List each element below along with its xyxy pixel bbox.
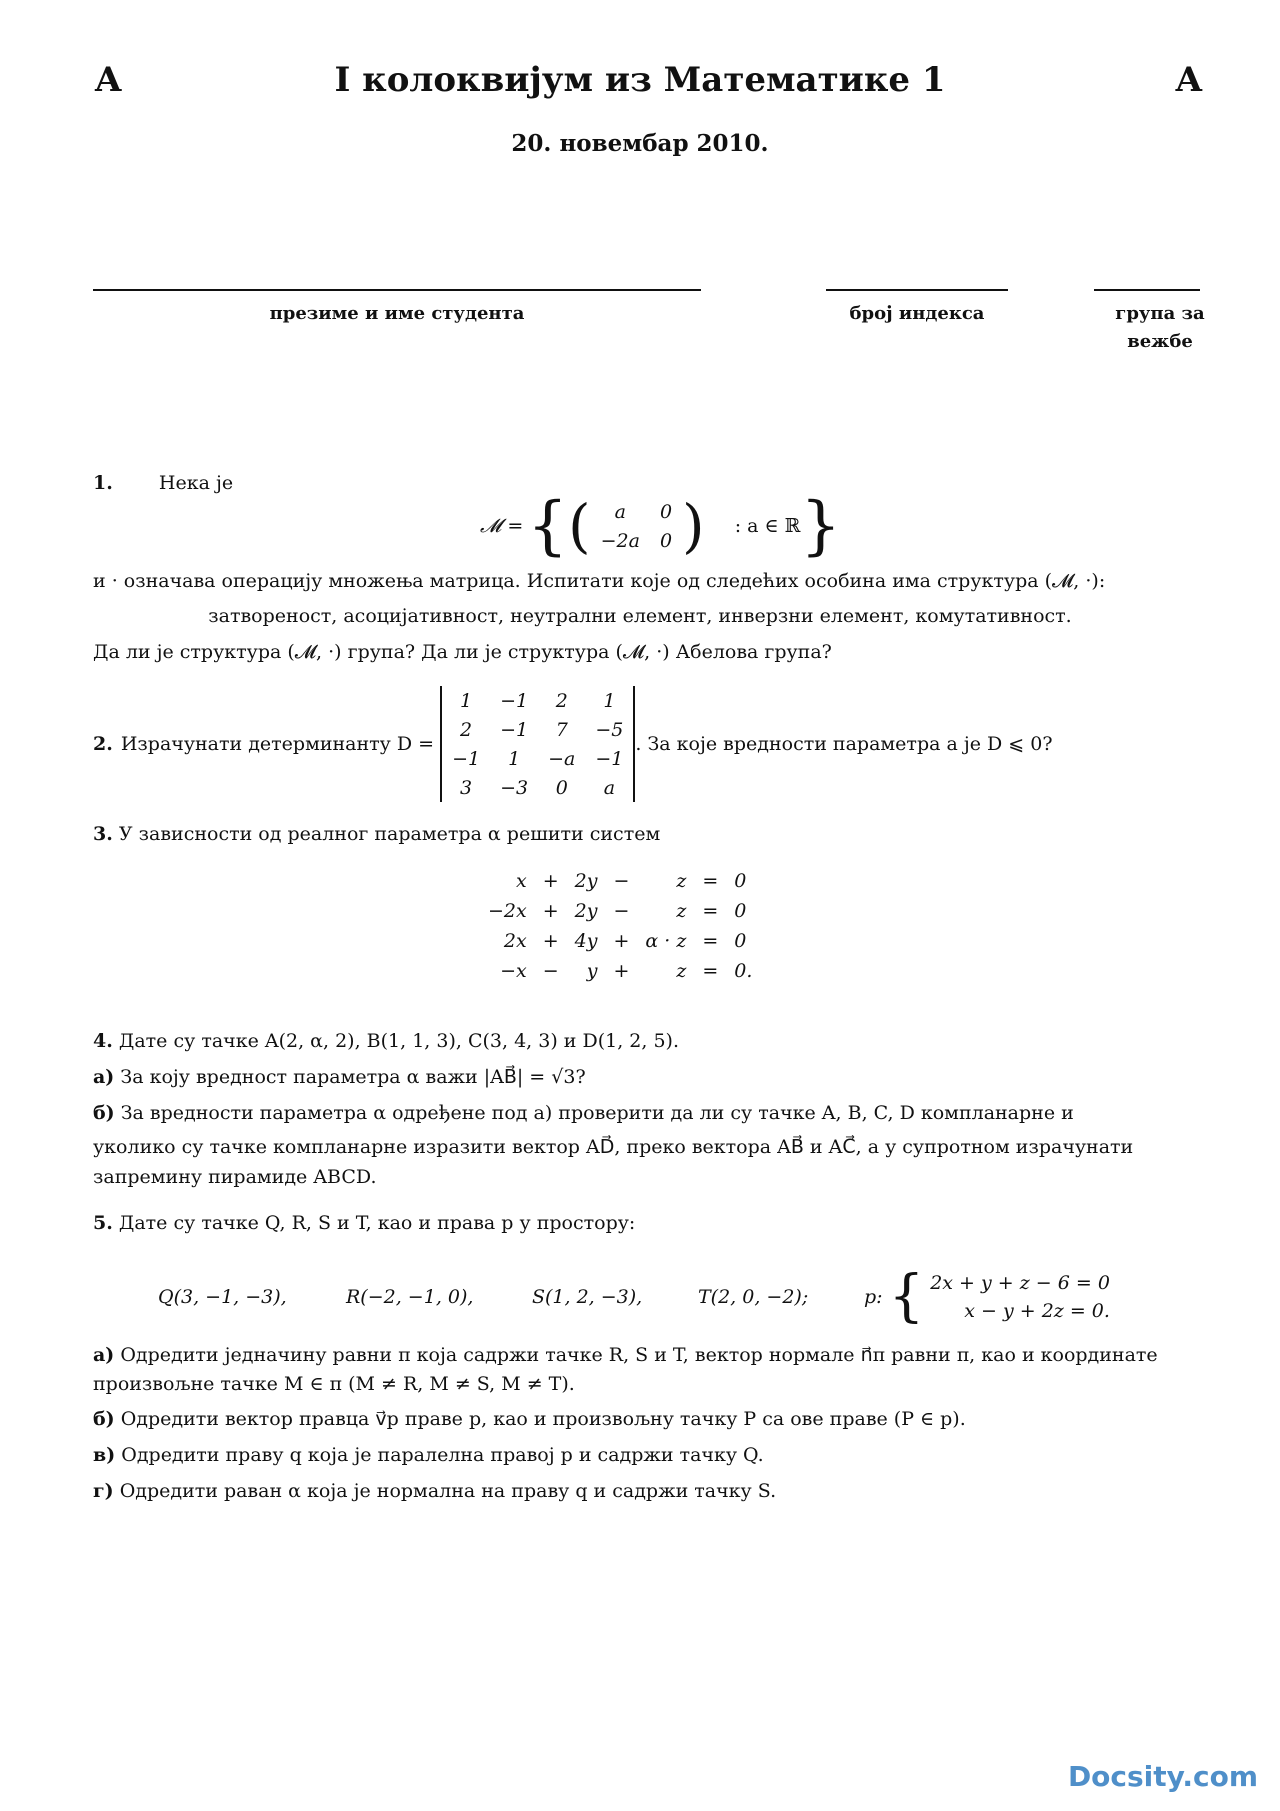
system-row: [480, 926, 760, 956]
sys-cell: y: [586, 960, 598, 982]
group-line[interactable]: [1094, 289, 1200, 291]
det-cell: 3: [460, 776, 473, 799]
det-cell: −5: [595, 718, 624, 741]
sys-cell: z: [676, 960, 687, 982]
problem-4b-line1: За вредности параметра α одређене под а) проверити да ли су тачке A, B, C, D компланарне и: [120, 1102, 1074, 1124]
sys-cell: 0: [734, 870, 747, 892]
sys-cell: −: [613, 870, 630, 892]
problem-5-data: [158, 1262, 1110, 1332]
problem-number: 1.: [93, 472, 113, 494]
problem-5-text: Дате су тачке Q, R, S и T, као и права p у простору:: [118, 1212, 636, 1234]
sys-cell: z: [676, 900, 687, 922]
system-row: [480, 956, 760, 986]
sys-cell: 2x: [503, 930, 527, 952]
problem-1-properties: затвореност, асоцијативност, неутрални елемент, инверзни елемент, комутативност.: [208, 605, 1072, 627]
problem-5d-text: Одредити раван α која је нормална на праву q и садржи тачку S.: [119, 1480, 777, 1502]
sys-cell: =: [702, 900, 719, 922]
det-cell: −a: [548, 747, 576, 770]
problem-2-prefix: Израчунати детерминанту D =: [120, 733, 435, 755]
problem-5: [93, 1209, 635, 1237]
problem-5d: [93, 1477, 776, 1505]
problem-3-text: У зависности од реалног параметра α решити систем: [118, 823, 661, 845]
set-name: 𝓜 =: [480, 515, 524, 537]
point-t: T(2, 0, −2);: [698, 1286, 809, 1308]
det-cell: a: [603, 776, 616, 799]
problem-number: 2.: [93, 733, 113, 755]
det-cell: −1: [500, 718, 529, 741]
sys-cell: +: [542, 930, 559, 952]
det-cell: 2: [555, 689, 568, 712]
sys-cell: 2y: [574, 900, 598, 922]
name-label: презиме и име студента: [269, 303, 525, 324]
det-cell: 1: [603, 689, 616, 712]
group-label: [1080, 300, 1240, 356]
sys-cell: +: [542, 900, 559, 922]
sys-cell: x: [516, 870, 527, 892]
matrix-cell: 0: [659, 500, 673, 523]
line-eq2: x − y + 2z = 0.: [964, 1300, 1110, 1322]
point-r: R(−2, −1, 0),: [346, 1286, 474, 1308]
sys-cell: 4y: [574, 930, 598, 952]
sys-cell: −x: [500, 960, 527, 982]
matrix-cell: 0: [659, 529, 673, 552]
subpart-label: а): [93, 1066, 115, 1088]
problem-4a: [93, 1063, 586, 1091]
sys-cell: +: [613, 960, 630, 982]
det-cell: 1: [508, 747, 521, 770]
problem-number: 3.: [93, 823, 113, 845]
det-cell: −1: [452, 747, 481, 770]
version-letter-right: A: [1175, 60, 1202, 100]
sys-cell: −2x: [488, 900, 527, 922]
problem-1-text2: Да ли је структура (𝓜, ·) група? Да ли је структура (𝓜, ·) Абелова група?: [93, 641, 832, 663]
sys-cell: α · z: [645, 930, 687, 952]
problem-4b-line2: уколико су тачке компланарне изразити вектор AD⃗, преко вектора AB⃗ и AC⃗, а у супротном израчунати: [93, 1136, 1134, 1158]
problem-5b-text: Одредити вектор правца v⃗p праве p, као и произвољну тачку P са ове праве (P ∈ p).: [120, 1408, 966, 1430]
subpart-label: б): [93, 1102, 115, 1124]
problem-4b: [93, 1099, 1074, 1127]
det-cell: 0: [555, 776, 568, 799]
det-cell: 2: [460, 718, 473, 741]
problem-number: 4.: [93, 1030, 113, 1052]
sys-cell: z: [676, 870, 687, 892]
det-cell: −3: [500, 776, 529, 799]
line-equations: [930, 1269, 1110, 1325]
index-label: број индекса: [849, 303, 985, 324]
problem-3: [93, 820, 660, 848]
problem-4b-line3: запремину пирамиде ABCD.: [93, 1166, 377, 1188]
problem-1-text1: и · означава операцију множења матрица. Испитати које од следећих особина има структура (𝓜, ·):: [93, 570, 1106, 592]
system-row: [480, 896, 760, 926]
problem-4a-text: За коју вредност параметра α важи |AB⃗| = √3?: [120, 1066, 586, 1088]
sys-cell: 2y: [574, 870, 598, 892]
problem-5c-text: Одредити праву q која је паралелна правој p и садржи тачку Q.: [121, 1444, 764, 1466]
subpart-label: б): [93, 1408, 115, 1430]
line-eq1: 2x + y + z − 6 = 0: [930, 1272, 1110, 1294]
problem-5c: [93, 1441, 764, 1469]
sys-cell: =: [702, 870, 719, 892]
problem-2: [93, 684, 1053, 804]
index-line[interactable]: [826, 289, 1008, 291]
problem-1-intro: Нека је: [158, 472, 234, 494]
sys-cell: +: [542, 870, 559, 892]
sys-cell: =: [702, 960, 719, 982]
determinant: [440, 686, 635, 802]
matrix-cell: −2a: [600, 529, 640, 552]
matrix-cell: a: [614, 500, 626, 523]
system-brace: {: [888, 1264, 925, 1329]
docsity-watermark[interactable]: Docsity.com: [1067, 1760, 1258, 1793]
problem-5a: [93, 1341, 1158, 1369]
sys-cell: 0.: [734, 960, 753, 982]
sys-cell: 0: [734, 930, 747, 952]
sys-cell: +: [613, 930, 630, 952]
subpart-label: а): [93, 1344, 115, 1366]
set-matrix: [591, 497, 682, 555]
right-paren: ): [682, 492, 705, 560]
det-cell: −1: [595, 747, 624, 770]
version-letter-left: A: [95, 60, 122, 100]
problem-4: [93, 1027, 679, 1055]
subpart-label: в): [93, 1444, 116, 1466]
line-label: p:: [864, 1286, 883, 1308]
left-brace: {: [527, 489, 568, 563]
subpart-label: г): [93, 1480, 114, 1502]
linear-system: [480, 866, 760, 986]
problem-2-suffix: . За које вредности параметра a је D ⩽ 0?: [635, 733, 1053, 755]
problem-1-set: [480, 489, 842, 563]
group-label-line1: група за: [1115, 303, 1205, 324]
sys-cell: =: [702, 930, 719, 952]
sys-cell: −: [613, 900, 630, 922]
problem-5b: [93, 1405, 966, 1433]
left-paren: (: [567, 492, 591, 560]
name-line[interactable]: [93, 289, 701, 291]
point-s: S(1, 2, −3),: [532, 1286, 643, 1308]
det-cell: 1: [460, 689, 473, 712]
set-condition: : a ∈ ℝ: [734, 515, 801, 537]
sys-cell: 0: [734, 900, 747, 922]
problem-1: [93, 469, 233, 497]
problem-5a-line1: Одредити једначину равни π која садржи тачке R, S и T, вектор нормале n⃗π равни π, као и координате: [120, 1344, 1158, 1366]
group-label-line2: вежбе: [1127, 331, 1193, 352]
sys-cell: −: [542, 960, 559, 982]
system-row: [480, 866, 760, 896]
det-cell: 7: [555, 718, 568, 741]
problem-5a-line2: произвољне тачке M ∈ π (M ≠ R, M ≠ S, M ≠ T).: [93, 1373, 575, 1395]
det-cell: −1: [500, 689, 529, 712]
right-brace: }: [800, 489, 842, 563]
page-title: I колоквијум из Математике 1: [334, 60, 946, 100]
problem-number: 5.: [93, 1212, 113, 1234]
exam-date: 20. новембар 2010.: [511, 130, 769, 157]
problem-4-text: Дате су тачке A(2, α, 2), B(1, 1, 3), C(3, 4, 3) и D(1, 2, 5).: [118, 1030, 680, 1052]
point-q: Q(3, −1, −3),: [158, 1286, 287, 1308]
